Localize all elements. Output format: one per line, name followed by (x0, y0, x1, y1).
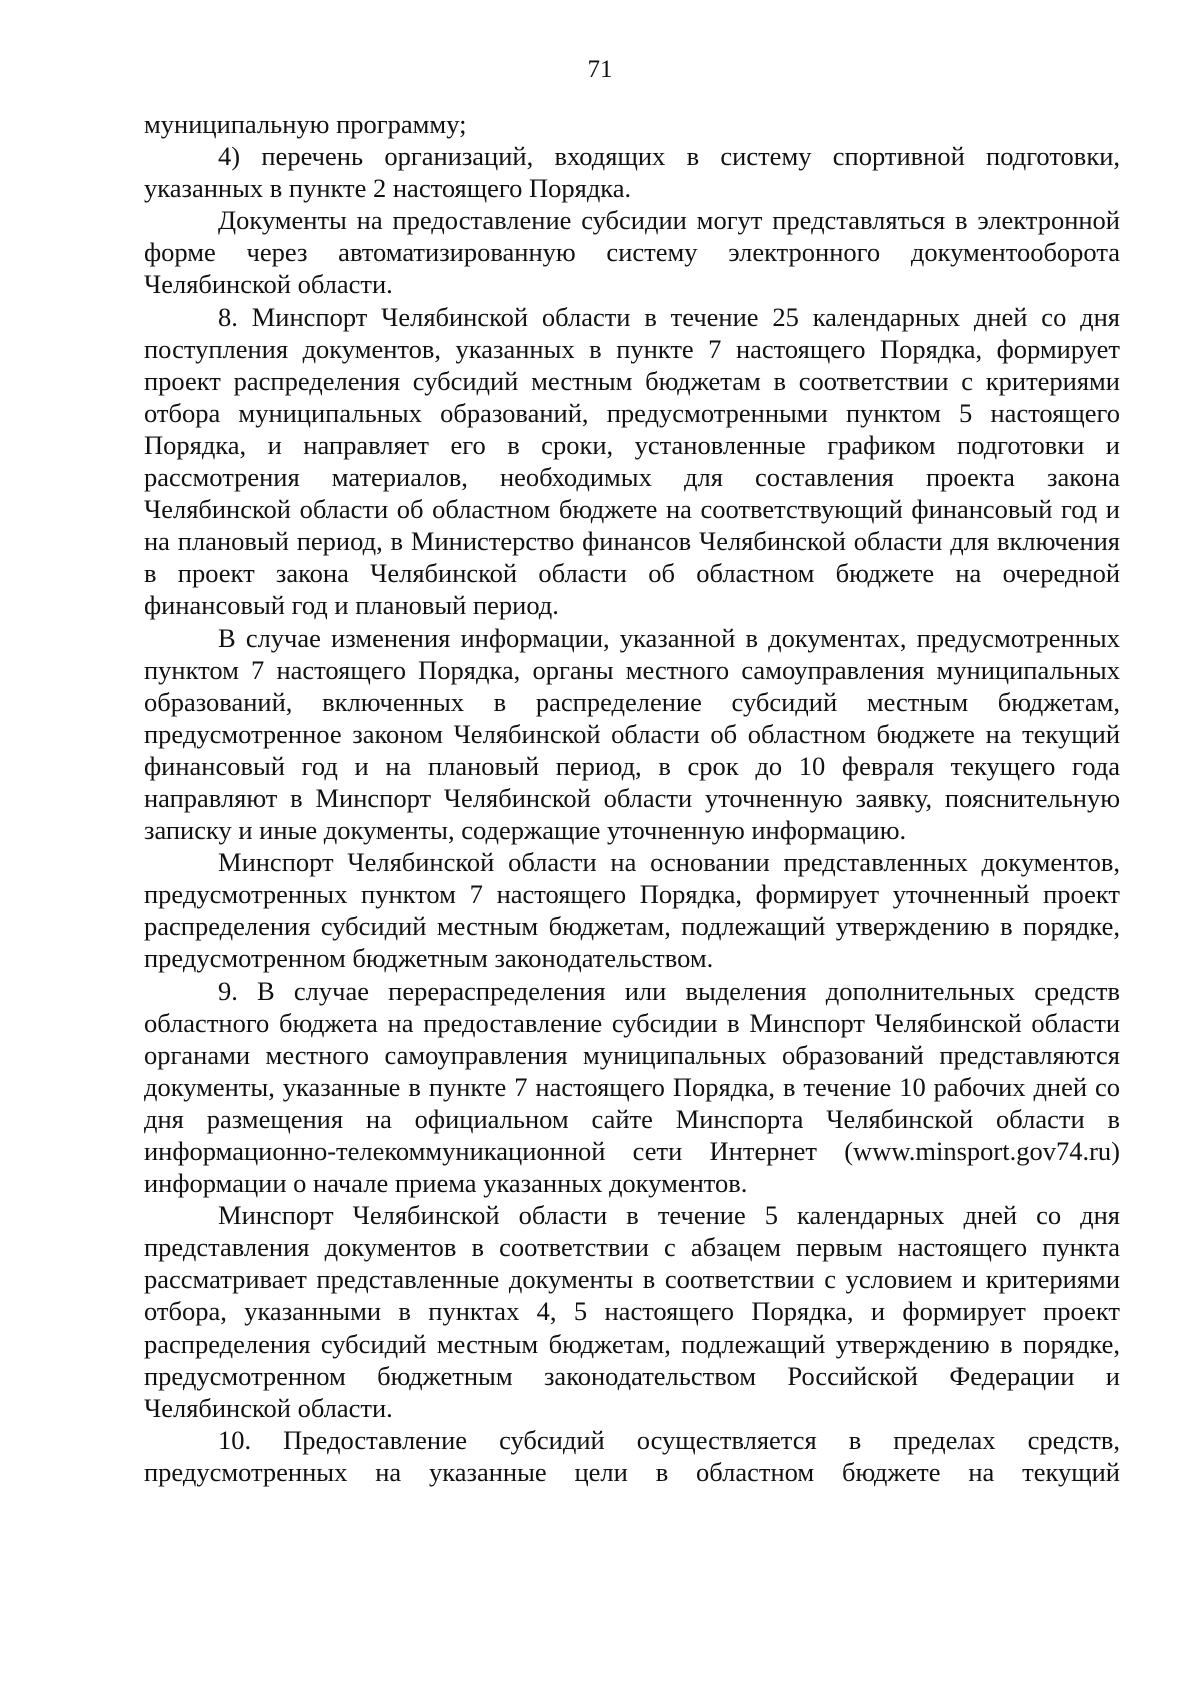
paragraph-information-change: В случае изменения информации, указанной в документах, предусмотренных пунктом 7 настоящего Порядка, органы местного самоуправления муниципальных образований, включенных в распределение субсидий местным бюджетам, предусмотренное законом Челябинской области об областном бюджете на текущий финансовый год и на плановый период, в срок до 10 февраля текущего года направляют в Минспорт Челябинской области уточненную заявку, пояснительную записку и иные документы, содержащие уточненную информацию. (144, 622, 1120, 846)
paragraph-section-10: 10. Предоставление субсидий осуществляется в пределах средств, предусмотренных на указанные цели в областном бюджете на текущий (144, 1424, 1120, 1487)
document-body (144, 108, 1120, 1488)
paragraph-refined-project: Минспорт Челябинской области на основании представленных документов, предусмотренных пунктом 7 настоящего Порядка, формирует уточненный проект распределения субсидий местным бюджетам, подлежащий утверждению в порядке, предусмотренном бюджетным законодательством. (144, 847, 1120, 974)
paragraph-continuation: муниципальную программу; (144, 109, 467, 139)
paragraph-review-documents: Минспорт Челябинской области в течение 5 календарных дней со дня представления документов в соответствии с абзацем первым настоящего пункта рассматривает представленные документы в соответствии с условием и критериями отбора, указанными в пунктах 4, 5 настоящего Порядка, и формирует проект распределения субсидий местным бюджетам, подлежащий утверждению в порядке, предусмотренном бюджетным законодательством Российской Федерации и Челябинской области. (144, 1200, 1120, 1423)
page-number: 71 (587, 56, 613, 83)
paragraph-item-4: 4) перечень организаций, входящих в систему спортивной подготовки, указанных в пункте 2 настоящего Порядка. (144, 141, 1120, 204)
paragraph-section-8: 8. Минспорт Челябинской области в течение 25 календарных дней со дня поступления документов, указанных в пункте 7 настоящего Порядка, формирует проект распределения субсидий местным бюджетам в соответствии с критериями отбора муниципальных образований, предусмотренными пунктом 5 настоящего Порядка, и направляет его в сроки, установленные графиком подготовки и рассмотрения материалов, необходимых для составления проекта закона Челябинской области об областном бюджете на соответствующий финансовый год и на плановый период, в Министерство финансов Челябинской области для включения в проект закона Челябинской области об областном бюджете на очередной финансовый год и плановый период. (144, 301, 1120, 621)
paragraph-section-9: 9. В случае перераспределения или выделения дополнительных средств областного бюджета на предоставление субсидии в Минспорт Челябинской области органами местного самоуправления муниципальных образований представляются документы, указанные в пункте 7 настоящего Порядка, в течение 10 рабочих дней со дня размещения на официальном сайте Минспорта Челябинской области в информационно-телекоммуникационной сети Интернет (www.minsport.gov74.ru) информации о начале приема указанных документов. (144, 975, 1120, 1199)
paragraph-electronic-documents: Документы на предоставление субсидии могут представляться в электронной форме через автоматизированную систему электронного документооборота Челябинской области. (144, 205, 1120, 300)
